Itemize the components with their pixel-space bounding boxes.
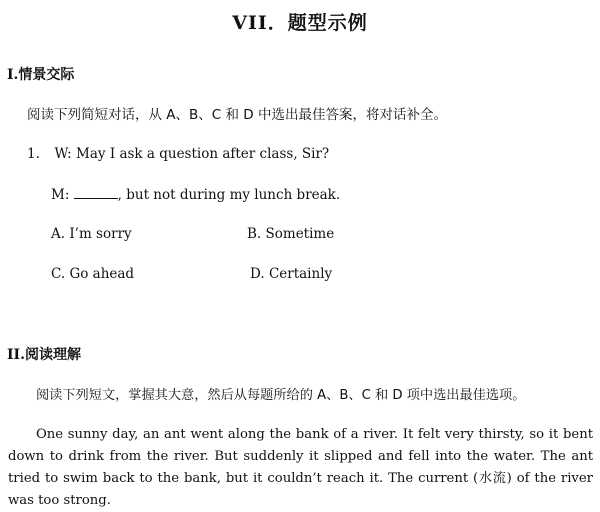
option-d-text: Certainly bbox=[268, 266, 333, 282]
question-prompt bbox=[27, 146, 329, 162]
reply-speaker: M: bbox=[51, 187, 70, 203]
option-d bbox=[250, 266, 332, 282]
section1-instruction: 阅读下列简短对话，从 A、B、C 和 D 中选出最佳答案，将对话补全。 bbox=[27, 107, 447, 123]
option-a bbox=[51, 226, 132, 242]
option-b-text: Sometime bbox=[265, 226, 335, 242]
option-a-text: I’m sorry bbox=[69, 226, 132, 242]
page-title: VII．题型示例 bbox=[232, 12, 368, 34]
reply-suffix: , but not during my lunch break. bbox=[117, 187, 341, 203]
section-heading-reading-comprehension: II.阅读理解 bbox=[7, 347, 81, 363]
option-a-letter: A. bbox=[51, 226, 66, 242]
option-b bbox=[247, 226, 334, 242]
option-d-letter: D. bbox=[250, 266, 265, 282]
question-reply bbox=[51, 186, 340, 203]
answer-blank bbox=[74, 186, 118, 199]
option-c-letter: C. bbox=[51, 266, 66, 282]
question-prompt-text: W: May I ask a question after class, Sir? bbox=[54, 146, 330, 162]
option-c-text: Go ahead bbox=[69, 266, 135, 282]
section2-instruction: 阅读下列短文，掌握其大意，然后从每题所给的 A、B、C 和 D 项中选出最佳选项。 bbox=[36, 388, 526, 403]
question-number: 1. bbox=[27, 146, 40, 162]
option-b-letter: B. bbox=[247, 226, 262, 242]
reading-passage: One sunny day, an ant went along the bank of a river. It felt very thirsty, so it bent down to drink from the river. But suddenly it slipped and fell into the water. The ant tried to swim back to the bank, but it couldn’t reach it. The current (水流) of the river was too strong. bbox=[8, 427, 593, 508]
option-c bbox=[51, 266, 134, 282]
section-heading-situational-dialogue: I.情景交际 bbox=[7, 67, 75, 83]
